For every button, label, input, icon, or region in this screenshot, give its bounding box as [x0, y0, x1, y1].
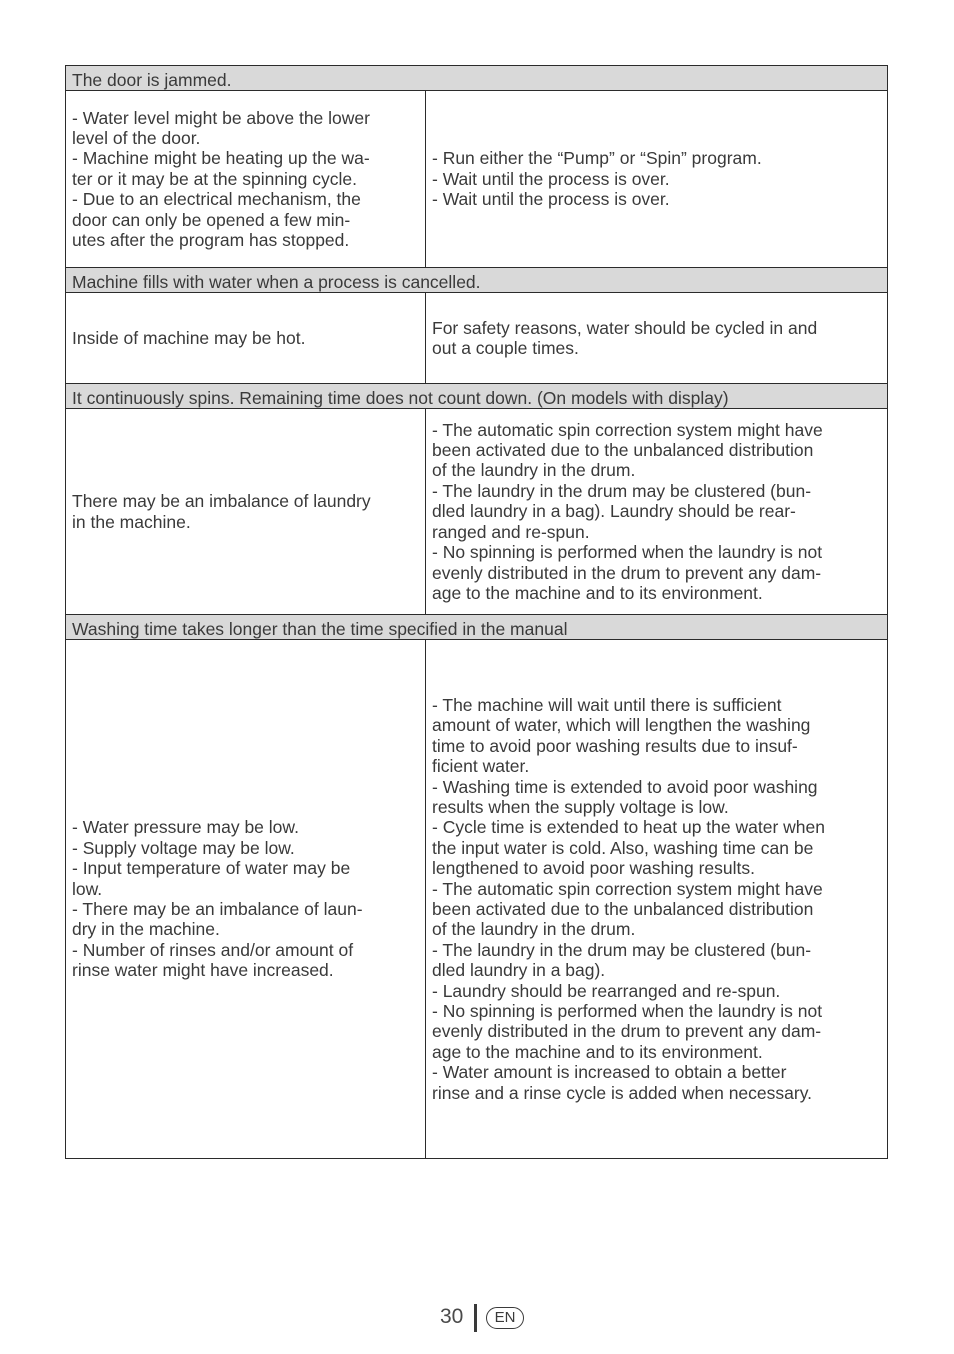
- text-line: Inside of machine may be hot.: [72, 327, 306, 348]
- section-header-washing-time: Washing time takes longer than the time specified in the manual: [66, 615, 887, 640]
- text-line: dled laundry in a bag).: [432, 960, 606, 981]
- text-line: of the laundry in the drum.: [432, 919, 636, 940]
- section-row-washing-time: [66, 640, 887, 1158]
- language-badge: EN: [486, 1307, 524, 1329]
- text-line: - Run either the “Pump” or “Spin” program.: [432, 148, 762, 169]
- text-line: - Laundry should be rearranged and re-spun.: [432, 980, 781, 1001]
- text-line: been activated due to the unbalanced distribution: [432, 899, 814, 919]
- text-line: low.: [72, 878, 103, 899]
- solution-cell: [426, 91, 887, 267]
- solution-cell: [426, 293, 887, 383]
- text-line: - Number of rinses and/or amount of: [72, 939, 354, 960]
- text-line: - The laundry in the drum may be clustered (bun-: [432, 939, 812, 960]
- text-line: level of the door.: [72, 127, 201, 148]
- text-line: - Supply voltage may be low.: [72, 837, 295, 858]
- text-line: evenly distributed in the drum to prevent any dam-: [432, 562, 822, 583]
- section-header-door-jammed: The door is jammed.: [66, 66, 887, 91]
- section-header-fills-with-water: Machine fills with water when a process is cancelled.: [66, 268, 887, 293]
- cause-cell: [66, 409, 426, 614]
- text-line: - The automatic spin correction system might have: [432, 419, 823, 440]
- solution-cell: [426, 409, 887, 614]
- text-line: time to avoid poor washing results due to insuf-: [432, 735, 798, 756]
- text-line: the input water is cold. Also, washing time can be: [432, 837, 814, 858]
- text-line: - Water pressure may be low.: [72, 817, 299, 838]
- text-line: - Water level might be above the lower: [72, 107, 370, 128]
- text-line: - The machine will wait until there is sufficient: [432, 694, 782, 715]
- text-line: For safety reasons, water should be cycled in and: [432, 317, 818, 338]
- text-line: - Input temperature of water may be: [72, 858, 351, 879]
- text-line: been activated due to the unbalanced distribution: [432, 440, 814, 461]
- text-line: - Water amount is increased to obtain a better: [432, 1062, 787, 1083]
- text-line: door can only be opened a few min-: [72, 209, 351, 230]
- page-footer: [0, 1302, 954, 1334]
- text-line: age to the machine and to its environment.: [432, 582, 763, 603]
- page-number: 30: [440, 1305, 464, 1328]
- text-line: rinse and a rinse cycle is added when necessary.: [432, 1082, 813, 1103]
- text-line: ter or it may be at the spinning cycle.: [72, 168, 357, 189]
- text-line: dled laundry in a bag). Laundry should be rear-: [432, 501, 796, 522]
- text-line: - Washing time is extended to avoid poor washing: [432, 776, 818, 797]
- cause-cell: [66, 640, 426, 1158]
- text-line: - No spinning is performed when the laundry is not: [432, 542, 823, 563]
- text-line: - Wait until the process is over.: [432, 168, 670, 189]
- text-line: out a couple times.: [432, 338, 579, 358]
- text-line: - The automatic spin correction system might have: [432, 878, 823, 899]
- troubleshooting-table: [65, 65, 888, 1159]
- text-line: lengthened to avoid poor washing results.: [432, 858, 755, 879]
- text-line: - Cycle time is extended to heat up the water when: [432, 817, 825, 838]
- text-line: dry in the machine.: [72, 919, 220, 940]
- section-header-continuous-spin: It continuously spins. Remaining time does not count down. (On models with display): [66, 384, 887, 409]
- text-line: - Due to an electrical mechanism, the: [72, 189, 361, 210]
- text-line: ficient water.: [432, 756, 530, 777]
- text-line: - Wait until the process is over.: [432, 189, 670, 210]
- cause-cell: [66, 91, 426, 267]
- text-line: in the machine.: [72, 511, 191, 532]
- text-line: amount of water, which will lengthen the washing: [432, 715, 811, 736]
- section-row-continuous-spin: [66, 409, 887, 615]
- text-line: - There may be an imbalance of laun-: [72, 899, 363, 919]
- text-line: - No spinning is performed when the laundry is not: [432, 1001, 823, 1022]
- text-line: results when the supply voltage is low.: [432, 796, 729, 817]
- text-line: utes after the program has stopped.: [72, 230, 350, 251]
- text-line: evenly distributed in the drum to prevent any dam-: [432, 1021, 822, 1042]
- text-line: rinse water might have increased.: [72, 960, 334, 981]
- text-line: There may be an imbalance of laundry: [72, 491, 371, 512]
- section-row-fills-with-water: [66, 293, 887, 384]
- text-line: - Machine might be heating up the wa-: [72, 148, 370, 169]
- section-row-door-jammed: [66, 91, 887, 268]
- footer-divider: [474, 1304, 477, 1332]
- cause-cell: [66, 293, 426, 383]
- solution-cell: [426, 640, 887, 1158]
- text-line: of the laundry in the drum.: [432, 460, 636, 481]
- text-line: - The laundry in the drum may be clustered (bun-: [432, 480, 812, 501]
- text-line: age to the machine and to its environment.: [432, 1041, 763, 1062]
- text-line: ranged and re-spun.: [432, 521, 590, 542]
